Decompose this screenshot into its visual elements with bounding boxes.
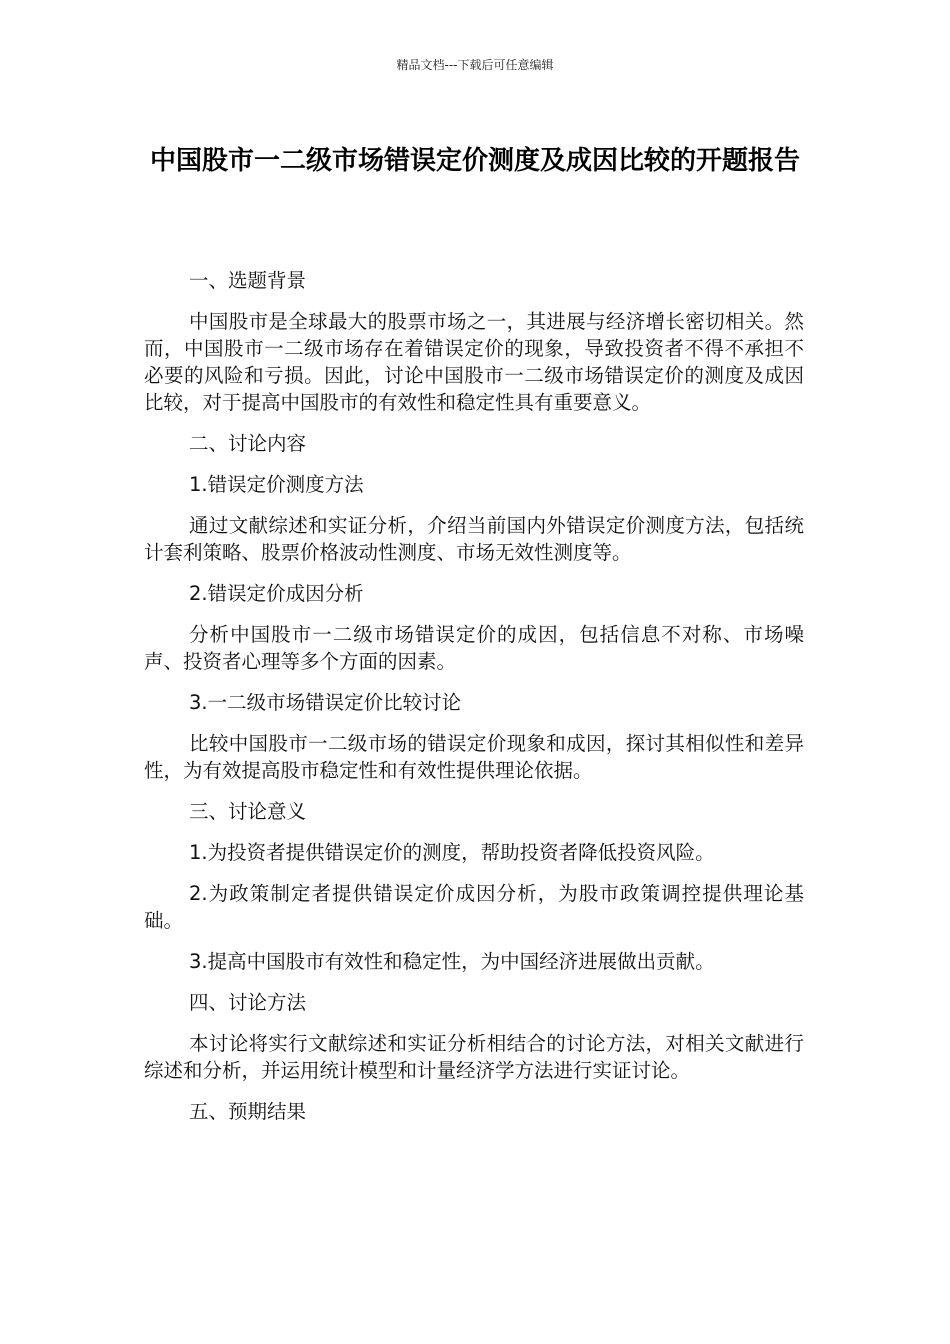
paragraph-significance-1: 1.为投资者提供错误定价的测度，帮助投资者降低投资风险。 [189,841,715,864]
document-body [144,267,804,1139]
paragraph-significance-3: 3.提高中国股市有效性和稳定性，为中国经济进展做出贡献。 [189,950,715,973]
paragraph-background: 中国股市是全球最大的股票市场之一，其进展与经济增长密切相关。然而，中国股市一二级市场存在着错误定价的现象，导致投资者不得不承担不必要的风险和亏损。因此，讨论中国股市一二级市场错误定价的测度及成因比较，对于提高中国股市的有效性和稳定性具有重要意义。 [144,310,804,414]
section-heading-expected-results: 五、预期结果 [189,1100,307,1123]
section-heading-content: 二、讨论内容 [189,432,307,455]
section-heading-method: 四、讨论方法 [189,991,307,1014]
paragraph-cause-analysis: 分析中国股市一二级市场错误定价的成因，包括信息不对称、市场噪声、投资者心理等多个方面的因素。 [144,623,804,673]
paragraph-market-comparison: 比较中国股市一二级市场的错误定价现象和成因，探讨其相似性和差异性，为有效提高股市稳定性和有效性提供理论依据。 [144,732,804,782]
paragraph-method: 本讨论将实行文献综述和实证分析相结合的讨论方法，对相关文献进行综述和分析，并运用统计模型和计量经济学方法进行实证讨论。 [144,1032,804,1082]
header-note: 精品文档---下载后可任意编辑 [396,58,554,72]
subheading-market-comparison: 3.一二级市场错误定价比较讨论 [189,691,462,714]
section-heading-significance: 三、讨论意义 [189,800,307,823]
section-heading-background: 一、选题背景 [189,269,307,292]
paragraph-measurement-method: 通过文献综述和实证分析，介绍当前国内外错误定价测度方法，包括统计套利策略、股票价格波动性测度、市场无效性测度等。 [144,514,804,564]
subheading-measurement-method: 1.错误定价测度方法 [189,473,364,496]
subheading-cause-analysis: 2.错误定价成因分析 [189,582,364,605]
paragraph-significance-2: 2.为政策制定者提供错误定价成因分析，为股市政策调控提供理论基础。 [144,882,804,932]
document-title: 中国股市一二级市场错误定价测度及成因比较的开题报告 [149,146,800,176]
